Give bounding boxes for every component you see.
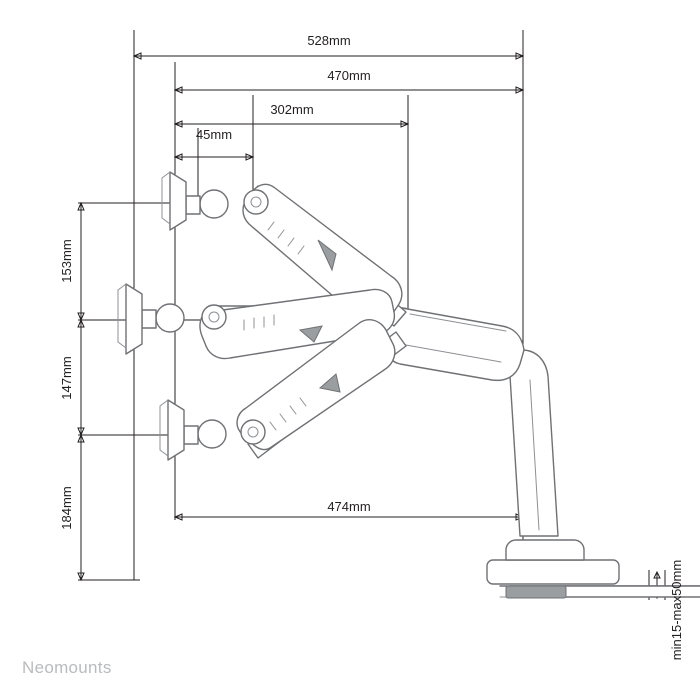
dimension-label-302: 302mm xyxy=(270,102,314,117)
dimension-label-470: 470mm xyxy=(327,68,371,83)
dimension-label-clamp: min15-max50mm xyxy=(669,559,684,661)
dimension-label-147: 147mm xyxy=(59,356,74,400)
brand-logo: Neomounts xyxy=(22,658,112,677)
dimension-label-153: 153mm xyxy=(59,239,74,283)
dimension-label-528: 528mm xyxy=(307,33,351,48)
dimension-label-184: 184mm xyxy=(59,486,74,530)
main-arm-assembly xyxy=(385,308,558,536)
dimension-label-474: 474mm xyxy=(327,499,371,514)
dimension-label-45: 45mm xyxy=(195,127,233,142)
